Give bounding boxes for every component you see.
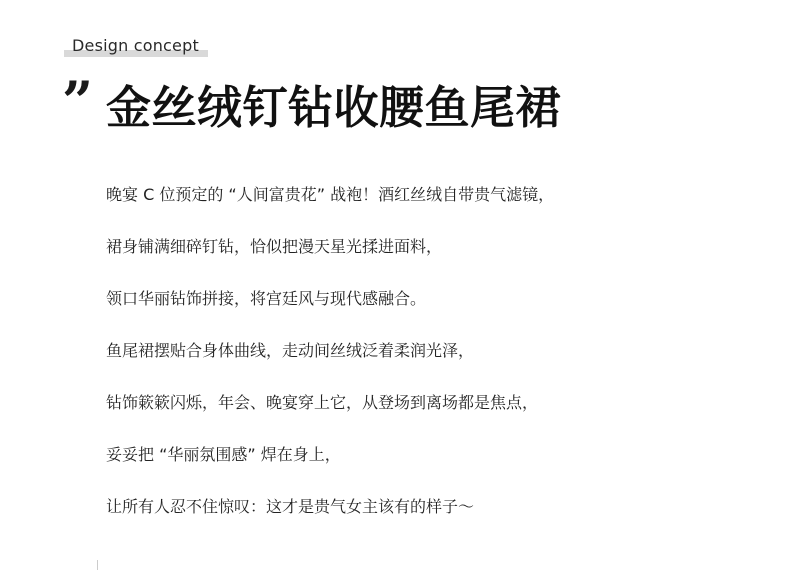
- quote-icon: ”: [62, 69, 94, 133]
- divider-tick: [97, 560, 98, 570]
- page-title: 金丝绒钉钻收腰鱼尾裙: [106, 81, 562, 134]
- description-line: 钻饰簌簌闪烁，年会、晚宴穿上它，从登场到离场都是焦点，: [106, 393, 539, 412]
- description-line: 鱼尾裙摆贴合身体曲线，走动间丝绒泛着柔润光泽，: [106, 341, 475, 360]
- description-body: [106, 180, 746, 544]
- description-line: 领口华丽钻饰拼接，将宫廷风与现代感融合。: [106, 289, 427, 308]
- description-line: 妥妥把 “华丽氛围感” 焊在身上，: [106, 445, 341, 464]
- section-label: Design concept: [72, 36, 199, 55]
- description-line: 裙身铺满细碎钉钻，恰似把漫天星光揉进面料，: [106, 237, 443, 256]
- description-line: 晚宴 C 位预定的 “人间富贵花” 战袍！酒红丝绒自带贵气滤镜，: [106, 185, 555, 204]
- description-line: 让所有人忍不住惊叹：这才是贵气女主该有的样子～: [106, 497, 475, 516]
